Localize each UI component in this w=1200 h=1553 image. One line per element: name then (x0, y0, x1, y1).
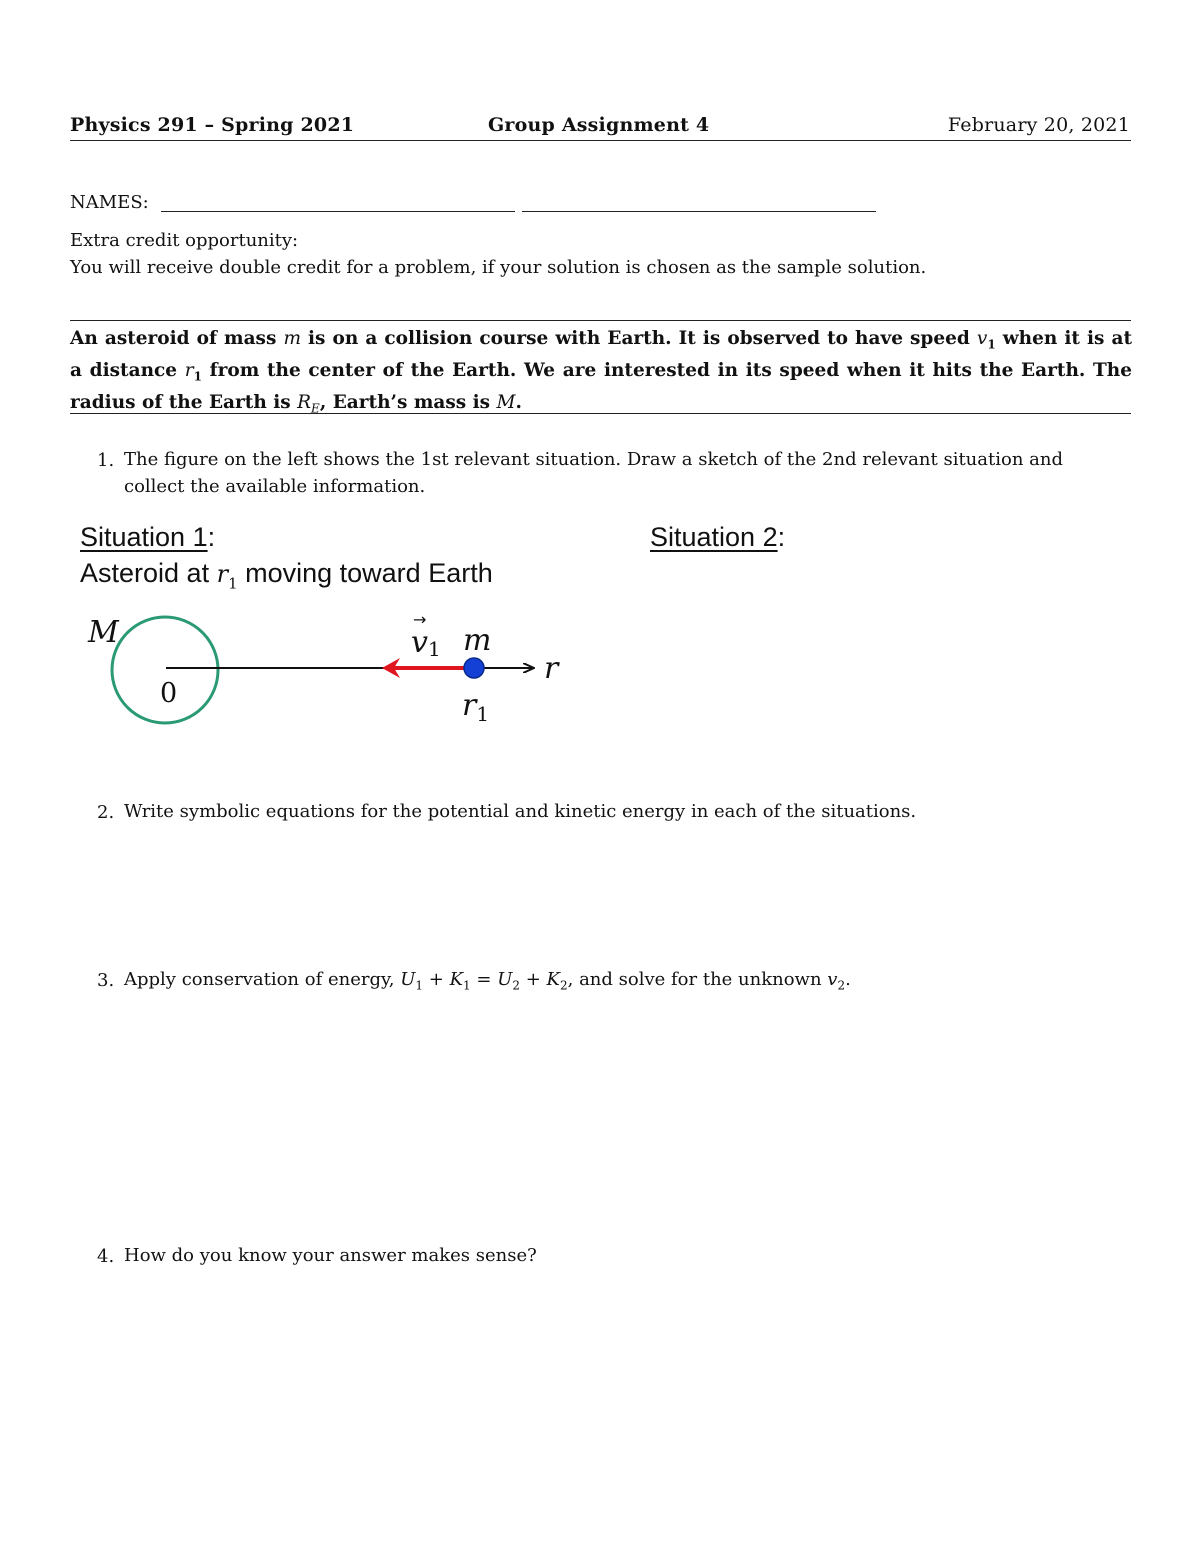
problem-rule-top (70, 320, 1131, 321)
earth-mass-label: M (88, 615, 119, 650)
situation-1-diagram (78, 600, 598, 740)
velocity-label: v1 (411, 625, 441, 661)
question-3-number: 3. (97, 970, 115, 991)
situation-2-title: Situation 2: (650, 522, 786, 552)
problem-statement: An asteroid of mass m is on a collision course with Earth. It is observed to have speed $v_1$ when it is at a distance $r_1$ from the center of the Earth. We are interested in its speed when it hits the Earth. The radius of the Earth is $R_E$, Earth’s mass is M. (70, 328, 1133, 417)
extra-credit-text: You will receive double credit for a problem, if your solution is chosen as the sample solution. (70, 257, 927, 278)
origin-label: 0 (160, 678, 178, 709)
question-2-text: Write symbolic equations for the potential and kinetic energy in each of the situations. (124, 801, 917, 822)
names-label: NAMES: (70, 192, 149, 213)
problem-rule-bottom (70, 413, 1131, 414)
question-1-number: 1. (97, 450, 115, 471)
r1-label: $r_1$ (462, 688, 490, 726)
assignment-title: Group Assignment 4 (488, 114, 710, 136)
r-axis-label: r (544, 651, 559, 686)
question-2-number: 2. (97, 802, 115, 823)
question-3-text: Apply conservation of energy, $U_1 + K_1 = U_2 + K_2$, and solve for the unknown $v_2$. (124, 969, 851, 993)
velocity-vector-arrow: → (413, 610, 427, 629)
name-blank-2[interactable] (522, 211, 876, 212)
situation-1-subtitle: Asteroid at $r_1$ moving toward Earth (80, 558, 493, 593)
situation-1-title: Situation 1: (80, 522, 216, 552)
question-4-text: How do you know your answer makes sense? (124, 1245, 537, 1266)
question-1-text: The figure on the left shows the 1st relevant situation. Draw a sketch of the 2nd relevant situation and collect the available information. (124, 449, 1063, 497)
question-4-number: 4. (97, 1246, 115, 1267)
asteroid-mass-label: m (463, 623, 492, 658)
asteroid-dot (464, 658, 484, 678)
extra-credit-title: Extra credit opportunity: (70, 230, 299, 251)
assignment-date: February 20, 2021 (947, 114, 1130, 136)
name-blank-1[interactable] (161, 211, 515, 212)
header-rule (70, 140, 1131, 141)
course-title: Physics 291 – Spring 2021 (70, 114, 355, 136)
